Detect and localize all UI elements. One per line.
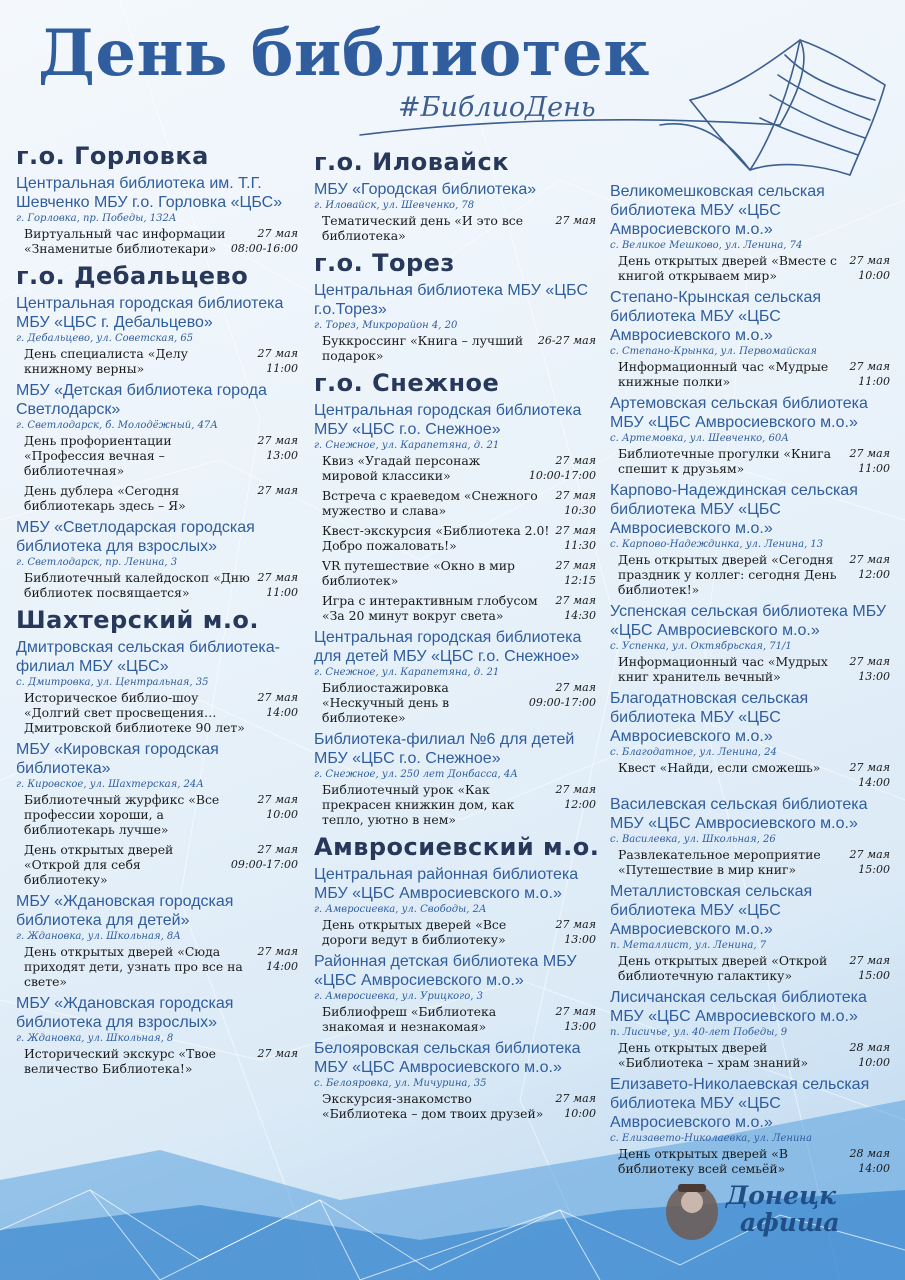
event-time: 10:00-17:00 bbox=[528, 469, 596, 482]
library-entry bbox=[314, 1039, 596, 1121]
event-when bbox=[846, 953, 890, 983]
event-time: 11:00 bbox=[858, 375, 890, 388]
library-entry bbox=[610, 602, 890, 684]
event-title: Информационный час «Мудрых книг хранитель вечный» bbox=[618, 654, 828, 684]
event-title: Виртуальный час информации «Знаменитые библиотекари» bbox=[24, 226, 226, 256]
event-time: 08:00-16:00 bbox=[230, 242, 298, 255]
event-row bbox=[618, 446, 890, 476]
event-time: 10:00 bbox=[266, 808, 298, 821]
page-title: День библиотек bbox=[38, 16, 650, 91]
event-time: 15:00 bbox=[858, 863, 890, 876]
library-name: Металлистовская сельская библиотека МБУ «ЦБС Амвросиевского м.о.» bbox=[610, 883, 813, 938]
library-name: Дмитровская сельская библиотека-филиал МБУ «ЦБС» bbox=[16, 639, 280, 675]
event-row bbox=[322, 680, 596, 725]
event-when bbox=[254, 944, 298, 989]
event-when bbox=[846, 446, 890, 476]
event-time: 15:00 bbox=[858, 969, 890, 982]
library-name: Центральная библиотека им. Т.Г. Шевченко МБУ г.о. Горловка «ЦБС» bbox=[16, 175, 283, 211]
event-title: Игра с интерактивным глобусом «За 20 минут вокруг света» bbox=[322, 593, 538, 623]
region-heading: г.о. Снежное bbox=[314, 369, 500, 397]
event-when bbox=[227, 842, 298, 887]
library-entry bbox=[610, 795, 890, 877]
event-date: 27 мая bbox=[849, 447, 890, 460]
event-row bbox=[322, 488, 596, 518]
region-section bbox=[314, 833, 600, 1121]
library-entry bbox=[610, 394, 890, 476]
column-1 bbox=[16, 142, 298, 1082]
event-time: 11:00 bbox=[858, 462, 890, 475]
library-name: Центральная городская библиотека МБУ «ЦБС г.о. Снежное» bbox=[314, 402, 582, 438]
region-section bbox=[314, 148, 596, 243]
library-name: МБУ «Ждановская городская библиотека для взрослых» bbox=[16, 995, 234, 1031]
library-address: г. Амвросиевка, ул. Свободы, 2А bbox=[314, 904, 487, 915]
event-when bbox=[846, 552, 890, 597]
library-name: Центральная городская библиотека МБУ «ЦБС г. Дебальцево» bbox=[16, 295, 284, 331]
event-row bbox=[322, 1091, 596, 1121]
column-2 bbox=[314, 148, 600, 1127]
event-time: 10:00 bbox=[564, 1107, 596, 1120]
library-address: г. Иловайск, ул. Шевченко, 78 bbox=[314, 200, 475, 211]
event-title: День открытых дверей «Открой библиотечную галактику» bbox=[618, 953, 828, 983]
event-date: 27 мая bbox=[849, 254, 890, 267]
library-entry bbox=[314, 628, 596, 725]
library-name: МБУ «Светлодарская городская библиотека для взрослых» bbox=[16, 519, 255, 555]
event-row bbox=[322, 523, 596, 553]
region-section bbox=[16, 262, 298, 600]
event-when bbox=[534, 333, 596, 363]
event-title: VR путешествие «Окно в мир библиотек» bbox=[322, 558, 515, 588]
library-entry bbox=[610, 689, 890, 790]
library-address: с. Василевка, ул. Школьная, 26 bbox=[610, 834, 776, 845]
event-time: 13:00 bbox=[266, 449, 298, 462]
event-date: 27 мая bbox=[849, 360, 890, 373]
logo-line-2: афиша bbox=[740, 1208, 840, 1237]
event-title: День открытых дверей «Сегодня праздник у коллег: сегодня День библиотек!» bbox=[618, 552, 837, 597]
event-date: 27 мая bbox=[555, 1005, 596, 1018]
event-row bbox=[322, 558, 596, 588]
library-name: Белояровская сельская библиотека МБУ «ЦБС Амвросиевского м.о.» bbox=[314, 1040, 581, 1076]
event-row bbox=[618, 253, 890, 283]
event-time: 13:00 bbox=[564, 1020, 596, 1033]
event-when bbox=[525, 680, 596, 725]
library-name: Библиотека-филиал №6 для детей МБУ «ЦБС г.о. Снежное» bbox=[314, 731, 575, 767]
event-title: Информационный час «Мудрые книжные полки» bbox=[618, 359, 829, 389]
event-time: 11:00 bbox=[266, 586, 298, 599]
event-title: Библиостажировка «Нескучный день в библиотеке» bbox=[322, 680, 450, 725]
event-date: 27 мая bbox=[257, 434, 298, 447]
event-date: 27 мая bbox=[555, 524, 596, 537]
logo-text bbox=[726, 1182, 840, 1236]
library-entry bbox=[16, 381, 298, 513]
event-when bbox=[552, 1091, 596, 1121]
event-row bbox=[322, 593, 596, 623]
event-time: 12:00 bbox=[858, 568, 890, 581]
event-when bbox=[552, 488, 596, 518]
event-time: 11:30 bbox=[564, 539, 596, 552]
event-date: 27 мая bbox=[555, 681, 596, 694]
event-time: 12:00 bbox=[564, 798, 596, 811]
event-when bbox=[846, 1040, 890, 1070]
event-title: День дублера «Сегодня библиотекарь здесь – Я» bbox=[24, 483, 186, 513]
event-title: День открытых дверей «Вместе с книгой открываем мир» bbox=[618, 253, 837, 283]
event-row bbox=[24, 570, 298, 600]
event-title: День профориентации «Профессия вечная – библиотечная» bbox=[24, 433, 172, 478]
event-title: Библиотечный урок «Как прекрасен книжкин дом, как тепло, уютно в нем» bbox=[322, 782, 515, 827]
event-date: 27 мая bbox=[257, 691, 298, 704]
event-date: 27 мая bbox=[849, 655, 890, 668]
event-time: 10:00 bbox=[858, 269, 890, 282]
library-entry bbox=[314, 730, 596, 827]
hashtag: #БиблиоДень bbox=[398, 92, 596, 123]
library-entry bbox=[314, 401, 596, 623]
event-date: 27 мая bbox=[555, 214, 596, 227]
event-when bbox=[846, 847, 890, 877]
region-section bbox=[16, 142, 298, 256]
event-row bbox=[618, 760, 890, 790]
event-time: 12:15 bbox=[564, 574, 596, 587]
event-when bbox=[254, 570, 298, 600]
event-title: День открытых дверей «Открой для себя библиотеку» bbox=[24, 842, 174, 887]
event-row bbox=[322, 453, 596, 483]
event-when bbox=[227, 226, 298, 256]
event-time: 11:00 bbox=[266, 362, 298, 375]
event-title: Библиофреш «Библиотека знакомая и незнакомая» bbox=[322, 1004, 497, 1034]
library-entry bbox=[16, 638, 298, 735]
library-entry bbox=[610, 988, 890, 1070]
event-date: 27 мая bbox=[257, 945, 298, 958]
event-row bbox=[24, 346, 298, 376]
event-time: 09:00-17:00 bbox=[528, 696, 596, 709]
event-row bbox=[322, 333, 596, 363]
event-when bbox=[254, 690, 298, 735]
event-when bbox=[254, 1046, 298, 1076]
event-row bbox=[618, 552, 890, 597]
library-entry bbox=[16, 294, 298, 376]
event-when bbox=[552, 523, 596, 553]
event-date: 27 мая bbox=[257, 843, 298, 856]
event-row bbox=[322, 1004, 596, 1034]
library-entry bbox=[16, 518, 298, 600]
event-when bbox=[846, 359, 890, 389]
event-when bbox=[846, 1146, 890, 1176]
library-address: с. Дмитровка, ул. Центральная, 35 bbox=[16, 677, 209, 688]
event-time: 14:00 bbox=[858, 1162, 890, 1175]
library-name: Степано-Крынская сельская библиотека МБУ «ЦБС Амвросиевского м.о.» bbox=[610, 289, 822, 344]
event-when bbox=[552, 213, 596, 243]
library-name: Василевская сельская библиотека МБУ «ЦБС Амвросиевского м.о.» bbox=[610, 796, 868, 832]
library-address: г. Торез, Микрорайон 4, 20 bbox=[314, 320, 458, 331]
event-title: Встреча с краеведом «Снежного мужество и слава» bbox=[322, 488, 538, 518]
event-date: 28 мая bbox=[849, 1147, 890, 1160]
event-time: 14:00 bbox=[858, 776, 890, 789]
region-section bbox=[314, 249, 596, 363]
library-name: Лисичанская сельская библиотека МБУ «ЦБС Амвросиевского м.о.» bbox=[610, 989, 867, 1025]
event-date: 27 мая bbox=[257, 1047, 298, 1060]
event-row bbox=[322, 917, 596, 947]
event-when bbox=[846, 760, 890, 790]
region-heading: г.о. Горловка bbox=[16, 142, 209, 170]
event-row bbox=[618, 1146, 890, 1176]
event-title: Библиотечный калейдоскоп «Дню библиотек посвящается» bbox=[24, 570, 250, 600]
event-title: День открытых дверей «Сюда приходят дети, узнать про все на свете» bbox=[24, 944, 243, 989]
event-row bbox=[618, 847, 890, 877]
event-when bbox=[552, 1004, 596, 1034]
event-row bbox=[24, 1046, 298, 1076]
library-name: МБУ «Детская библиотека города Светлодарск» bbox=[16, 382, 267, 418]
region-heading: г.о. Торез bbox=[314, 249, 455, 277]
event-when bbox=[552, 593, 596, 623]
region-heading: Амвросиевский м.о. bbox=[314, 833, 600, 861]
event-row bbox=[24, 433, 298, 478]
library-entry bbox=[610, 882, 890, 983]
library-name: МБУ «Ждановская городская библиотека для детей» bbox=[16, 893, 234, 929]
event-time: 14:00 bbox=[266, 706, 298, 719]
library-name: Благодатновская сельская библиотека МБУ «ЦБС Амвросиевского м.о.» bbox=[610, 690, 809, 745]
library-entry bbox=[314, 180, 596, 243]
library-name: Артемовская сельская библиотека МБУ «ЦБС Амвросиевского м.о.» bbox=[610, 395, 868, 431]
event-time: 13:00 bbox=[858, 670, 890, 683]
event-date: 27 мая bbox=[555, 1092, 596, 1105]
event-when bbox=[552, 782, 596, 827]
event-title: День специалиста «Делу книжному верны» bbox=[24, 346, 188, 376]
library-entry bbox=[610, 481, 890, 597]
event-row bbox=[24, 483, 298, 513]
library-address: п. Металлист, ул. Ленина, 7 bbox=[610, 940, 767, 951]
event-title: День открытых дверей «В библиотеку всей семьёй» bbox=[618, 1146, 788, 1176]
event-when bbox=[846, 654, 890, 684]
event-row bbox=[618, 953, 890, 983]
event-date: 27 мая bbox=[257, 347, 298, 360]
event-date: 27 мая bbox=[555, 454, 596, 467]
library-address: п. Лисичье, ул. 40-лет Победы, 9 bbox=[610, 1027, 788, 1038]
region-heading: Шахтерский м.о. bbox=[16, 606, 260, 634]
event-date: 27 мая bbox=[849, 553, 890, 566]
event-date: 27 мая bbox=[257, 571, 298, 584]
library-address: г. Снежное, ул. 250 лет Донбасса, 4А bbox=[314, 769, 518, 780]
library-name: Великомешковская сельская библиотека МБУ «ЦБС Амвросиевского м.о.» bbox=[610, 183, 825, 238]
region-section bbox=[610, 182, 890, 1176]
event-date: 26-27 мая bbox=[537, 334, 596, 347]
event-when bbox=[254, 792, 298, 837]
event-title: Развлекательное мероприятие «Путешествие в мир книг» bbox=[618, 847, 821, 877]
library-name: МБУ «Городская библиотека» bbox=[314, 181, 537, 198]
event-when bbox=[254, 346, 298, 376]
library-name: Центральная городская библиотека для детей МБУ «ЦБС г.о. Снежное» bbox=[314, 629, 582, 665]
event-date: 27 мая bbox=[555, 918, 596, 931]
event-date: 27 мая bbox=[257, 227, 298, 240]
event-time: 13:00 bbox=[564, 933, 596, 946]
column-3 bbox=[610, 182, 890, 1182]
event-when bbox=[552, 917, 596, 947]
library-address: с. Артемовка, ул. Шевченко, 60А bbox=[610, 433, 789, 444]
event-date: 27 мая bbox=[555, 489, 596, 502]
event-row bbox=[322, 213, 596, 243]
logo-line-1: Донецк bbox=[726, 1181, 837, 1210]
event-time: 10:30 bbox=[564, 504, 596, 517]
event-time: 09:00-17:00 bbox=[230, 858, 298, 871]
library-entry bbox=[16, 994, 298, 1076]
event-when bbox=[254, 483, 298, 513]
library-address: с. Белояровка, ул. Мичурина, 35 bbox=[314, 1078, 487, 1089]
library-address: г. Дебальцево, ул. Советская, 65 bbox=[16, 333, 194, 344]
event-time: 10:00 bbox=[858, 1056, 890, 1069]
library-address: г. Снежное, ул. Карапетяна, д. 21 bbox=[314, 667, 500, 678]
event-date: 27 мая bbox=[849, 761, 890, 774]
event-title: Квест «Найди, если сможешь» bbox=[618, 760, 821, 775]
library-address: с. Благодатное, ул. Ленина, 24 bbox=[610, 747, 777, 758]
event-title: Тематический день «И это все библиотека» bbox=[322, 213, 524, 243]
library-name: МБУ «Кировская городская библиотека» bbox=[16, 741, 219, 777]
event-row bbox=[24, 226, 298, 256]
library-address: г. Кировское, ул. Шахтерская, 24А bbox=[16, 779, 204, 790]
event-row bbox=[618, 654, 890, 684]
library-name: Карпово-Надеждинская сельская библиотека МБУ «ЦБС Амвросиевского м.о.» bbox=[610, 482, 858, 537]
event-row bbox=[24, 944, 298, 989]
event-title: Квиз «Угадай персонаж мировой классики» bbox=[322, 453, 481, 483]
event-row bbox=[24, 690, 298, 735]
event-row bbox=[24, 792, 298, 837]
event-when bbox=[254, 433, 298, 478]
event-date: 27 мая bbox=[555, 594, 596, 607]
library-address: г. Ждановка, ул. Школьная, 8А bbox=[16, 931, 181, 942]
event-when bbox=[525, 453, 596, 483]
event-title: Библиотечные прогулки «Книга спешит к друзьям» bbox=[618, 446, 831, 476]
library-address: с. Елизавето-Николаевка, ул. Ленина bbox=[610, 1133, 812, 1144]
event-row bbox=[618, 359, 890, 389]
region-section bbox=[314, 369, 596, 827]
event-title: Буккроссинг «Книга – лучший подарок» bbox=[322, 333, 524, 363]
library-name: Центральная районная библиотека МБУ «ЦБС Амвросиевского м.о.» bbox=[314, 866, 579, 902]
library-entry bbox=[16, 892, 298, 989]
library-entry bbox=[314, 865, 596, 947]
library-name: Елизавето-Николаевская сельская библиотека МБУ «ЦБС Амвросиевского м.о.» bbox=[610, 1076, 870, 1131]
library-entry bbox=[16, 740, 298, 887]
event-date: 28 мая bbox=[849, 1041, 890, 1054]
event-title: Историческое библио-шоу «Долгий свет просвещения… Дмитровской библиотеке 90 лет» bbox=[24, 690, 245, 735]
library-address: с. Карпово-Надеждинка, ул. Ленина, 13 bbox=[610, 539, 824, 550]
event-date: 27 мая bbox=[849, 848, 890, 861]
library-address: г. Снежное, ул. Карапетяна, д. 21 bbox=[314, 440, 500, 451]
library-entry bbox=[314, 281, 596, 363]
event-date: 27 мая bbox=[257, 484, 298, 497]
event-when bbox=[552, 558, 596, 588]
library-address: с. Великое Мешково, ул. Ленина, 74 bbox=[610, 240, 803, 251]
event-title: Экскурсия-знакомство «Библиотека – дом твоих друзей» bbox=[322, 1091, 544, 1121]
event-title: Исторический экскурс «Твое величество Библиотека!» bbox=[24, 1046, 216, 1076]
region-heading: г.о. Дебальцево bbox=[16, 262, 249, 290]
event-title: Квест-экскурсия «Библиотека 2.0! Добро пожаловать!» bbox=[322, 523, 550, 553]
region-heading: г.о. Иловайск bbox=[314, 148, 509, 176]
event-time: 14:30 bbox=[564, 609, 596, 622]
library-address: г. Светлодарск, пр. Ленина, 3 bbox=[16, 557, 178, 568]
event-time: 14:00 bbox=[266, 960, 298, 973]
library-address: с. Степано-Крынка, ул. Первомайская bbox=[610, 346, 817, 357]
library-name: Районная детская библиотека МБУ «ЦБС Амвросиевского м.о.» bbox=[314, 953, 577, 989]
library-entry bbox=[314, 952, 596, 1034]
event-title: День открытых дверей «Все дороги ведут в библиотеку» bbox=[322, 917, 507, 947]
event-date: 27 мая bbox=[555, 783, 596, 796]
library-name: Центральная библиотека МБУ «ЦБС г.о.Торез» bbox=[314, 282, 588, 318]
library-name: Успенская сельская библиотека МБУ «ЦБС Амвросиевского м.о.» bbox=[610, 603, 886, 639]
event-date: 27 мая bbox=[849, 954, 890, 967]
event-date: 27 мая bbox=[257, 793, 298, 806]
region-section bbox=[16, 606, 298, 1076]
library-address: г. Горловка, пр. Победы, 132А bbox=[16, 213, 177, 224]
library-entry bbox=[610, 1075, 890, 1176]
event-row bbox=[322, 782, 596, 827]
event-title: День открытых дверей «Библиотека – храм знаний» bbox=[618, 1040, 809, 1070]
library-address: г. Ждановка, ул. Школьная, 8 bbox=[16, 1033, 174, 1044]
library-entry bbox=[610, 182, 890, 283]
event-title: Библиотечный журфикс «Все профессии хороши, а библиотекарь лучше» bbox=[24, 792, 220, 837]
library-address: г. Светлодарск, б. Молодёжный, 47А bbox=[16, 420, 218, 431]
event-row bbox=[24, 842, 298, 887]
event-when bbox=[846, 253, 890, 283]
library-entry bbox=[16, 174, 298, 256]
library-entry bbox=[610, 288, 890, 389]
library-address: с. Успенка, ул. Октябрьская, 71/1 bbox=[610, 641, 792, 652]
event-date: 27 мая bbox=[555, 559, 596, 572]
event-row bbox=[618, 1040, 890, 1070]
library-address: г. Амвросиевка, ул. Урицкого, 3 bbox=[314, 991, 483, 1002]
